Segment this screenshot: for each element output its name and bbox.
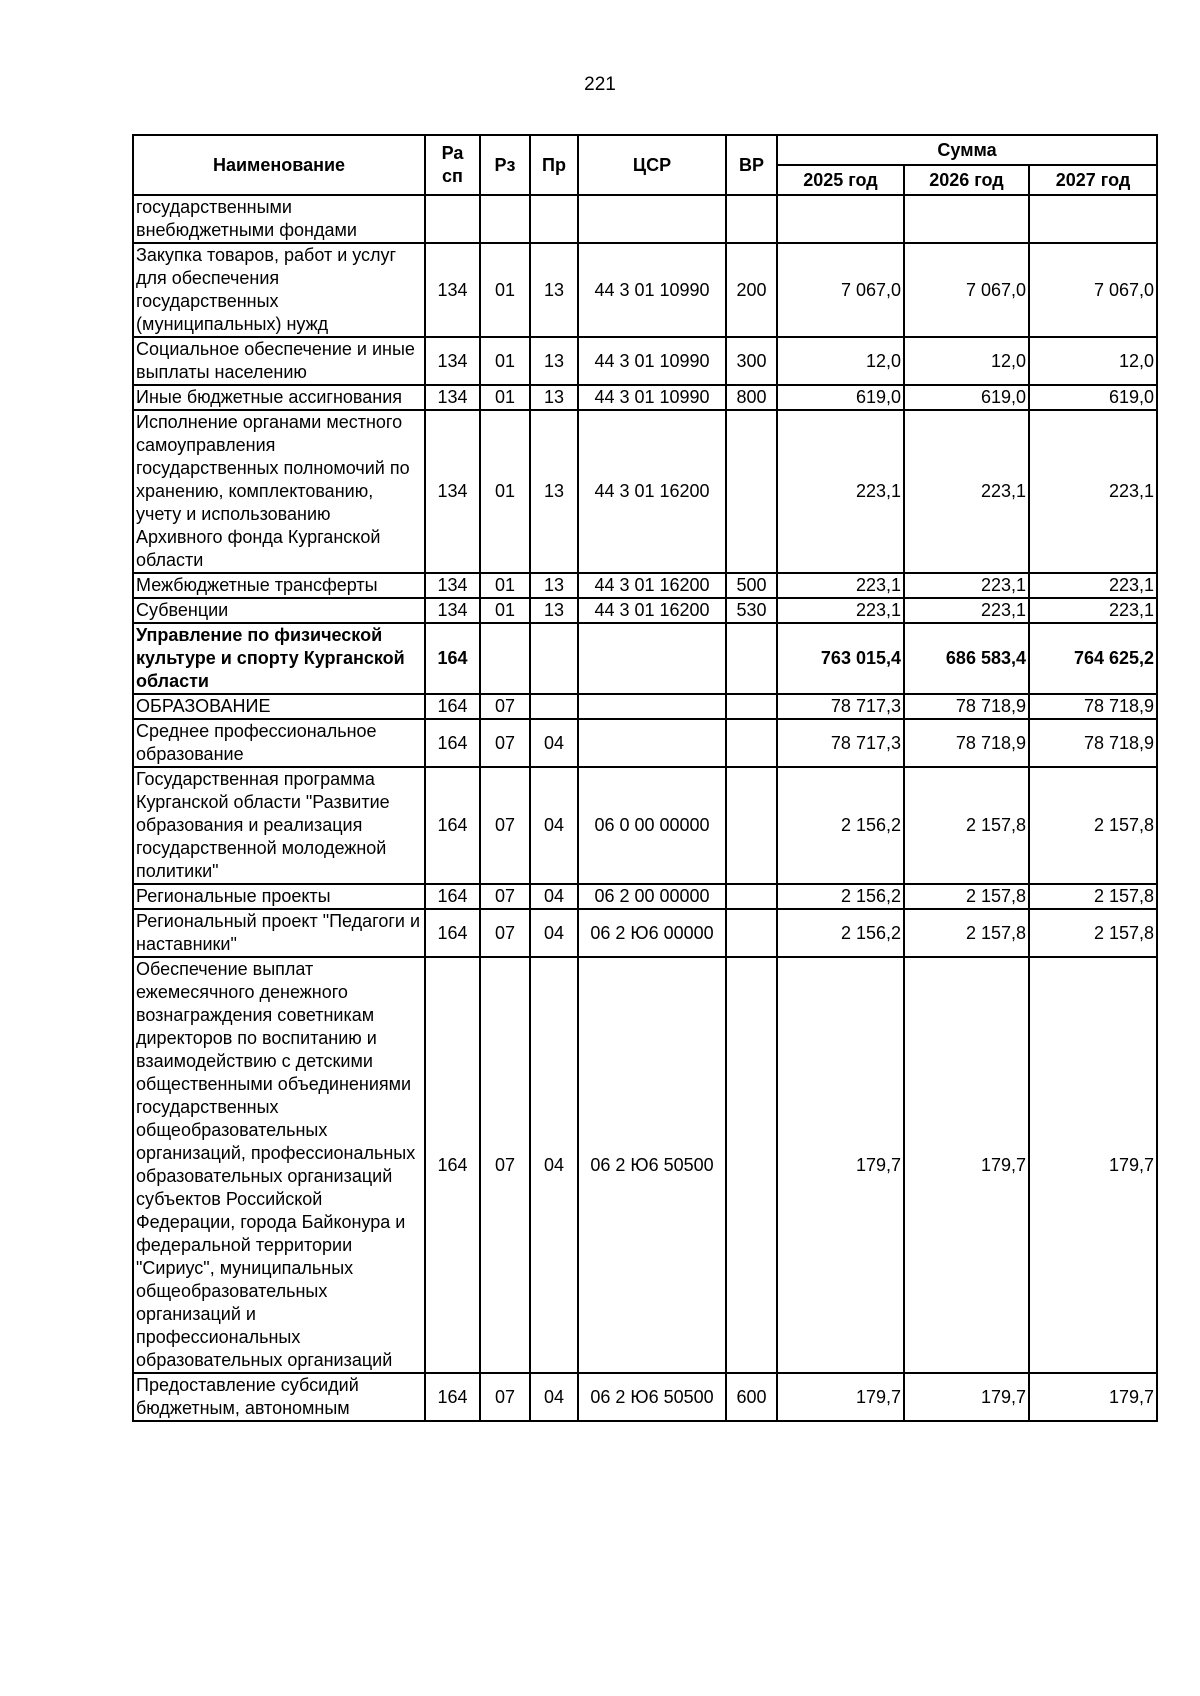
row-csr: 06 2 Ю6 50500 xyxy=(578,1373,726,1421)
row-2025: 179,7 xyxy=(777,957,904,1373)
row-2025: 619,0 xyxy=(777,385,904,410)
row-2027: 179,7 xyxy=(1029,957,1157,1373)
row-rz: 07 xyxy=(480,719,530,767)
row-2026: 2 157,8 xyxy=(904,884,1029,909)
row-name: государственными внебюджетными фондами xyxy=(133,195,425,243)
row-vr: 530 xyxy=(726,598,777,623)
row-2025: 2 156,2 xyxy=(777,767,904,884)
row-2025: 2 156,2 xyxy=(777,884,904,909)
row-2027: 78 718,9 xyxy=(1029,719,1157,767)
header-2027: 2027 год xyxy=(1029,165,1157,195)
row-name: Среднее профессиональное образование xyxy=(133,719,425,767)
row-2026: 12,0 xyxy=(904,337,1029,385)
table-row xyxy=(133,598,1157,623)
header-csr: ЦСР xyxy=(578,135,726,195)
row-csr: 44 3 01 10990 xyxy=(578,243,726,337)
row-rasp: 164 xyxy=(425,767,480,884)
table-row xyxy=(133,909,1157,957)
table-row xyxy=(133,884,1157,909)
row-name: Субвенции xyxy=(133,598,425,623)
row-rasp: 164 xyxy=(425,957,480,1373)
row-name: Обеспечение выплат ежемесячного денежного вознаграждения советникам директоров по воспитанию и взаимодействию с детскими общественными объединениями государственных общеобразовательных организаций, профессиональных образовательных организаций субъектов Российской Федерации, города Байконура и федеральной территории "Сириус", муниципальных общеобразовательных организаций и профессиональных образовательных организаций xyxy=(133,957,425,1373)
row-pr xyxy=(530,195,578,243)
header-pr: Пр xyxy=(530,135,578,195)
row-2025: 763 015,4 xyxy=(777,623,904,694)
row-rasp: 164 xyxy=(425,909,480,957)
row-rz: 01 xyxy=(480,573,530,598)
row-name: Региональные проекты xyxy=(133,884,425,909)
row-2027: 223,1 xyxy=(1029,573,1157,598)
table-row xyxy=(133,694,1157,719)
row-rz: 07 xyxy=(480,957,530,1373)
header-name: Наименование xyxy=(133,135,425,195)
row-2025: 223,1 xyxy=(777,598,904,623)
row-csr: 44 3 01 10990 xyxy=(578,337,726,385)
row-2026: 78 718,9 xyxy=(904,694,1029,719)
row-name: Исполнение органами местного самоуправления государственных полномочий по хранению, комплектованию, учету и использованию Архивного фонда Курганской области xyxy=(133,410,425,573)
row-pr: 13 xyxy=(530,337,578,385)
row-vr xyxy=(726,694,777,719)
row-pr: 04 xyxy=(530,767,578,884)
row-rz: 07 xyxy=(480,694,530,719)
page-number: 221 xyxy=(584,74,616,95)
row-vr xyxy=(726,957,777,1373)
row-rz: 01 xyxy=(480,410,530,573)
row-2026: 2 157,8 xyxy=(904,767,1029,884)
row-csr: 44 3 01 10990 xyxy=(578,385,726,410)
row-2025: 2 156,2 xyxy=(777,909,904,957)
row-rasp: 134 xyxy=(425,243,480,337)
row-2027: 78 718,9 xyxy=(1029,694,1157,719)
row-2026: 686 583,4 xyxy=(904,623,1029,694)
row-2027: 2 157,8 xyxy=(1029,884,1157,909)
row-vr: 500 xyxy=(726,573,777,598)
row-pr xyxy=(530,623,578,694)
row-vr xyxy=(726,195,777,243)
row-csr: 06 2 Ю6 50500 xyxy=(578,957,726,1373)
table-header xyxy=(133,135,1157,195)
row-name: ОБРАЗОВАНИЕ xyxy=(133,694,425,719)
row-rz: 01 xyxy=(480,385,530,410)
row-2027: 179,7 xyxy=(1029,1373,1157,1421)
row-name: Управление по физической культуре и спорту Курганской области xyxy=(133,623,425,694)
row-pr: 13 xyxy=(530,243,578,337)
row-name: Межбюджетные трансферты xyxy=(133,573,425,598)
row-rasp: 164 xyxy=(425,1373,480,1421)
header-vr: ВР xyxy=(726,135,777,195)
table-row xyxy=(133,385,1157,410)
row-rz xyxy=(480,623,530,694)
row-2025: 78 717,3 xyxy=(777,719,904,767)
row-rz: 07 xyxy=(480,767,530,884)
table-row xyxy=(133,195,1157,243)
row-2025: 7 067,0 xyxy=(777,243,904,337)
row-2025: 12,0 xyxy=(777,337,904,385)
row-vr: 800 xyxy=(726,385,777,410)
row-rz: 07 xyxy=(480,884,530,909)
row-rasp: 134 xyxy=(425,385,480,410)
row-rasp: 134 xyxy=(425,410,480,573)
table-row xyxy=(133,719,1157,767)
row-2026: 179,7 xyxy=(904,957,1029,1373)
row-csr xyxy=(578,719,726,767)
row-2026: 7 067,0 xyxy=(904,243,1029,337)
row-2027: 12,0 xyxy=(1029,337,1157,385)
table-row xyxy=(133,410,1157,573)
row-2026: 223,1 xyxy=(904,573,1029,598)
row-vr xyxy=(726,719,777,767)
row-rasp: 164 xyxy=(425,694,480,719)
table-body xyxy=(133,195,1157,1421)
row-rasp: 134 xyxy=(425,337,480,385)
row-2027 xyxy=(1029,195,1157,243)
header-rz: Рз xyxy=(480,135,530,195)
row-vr: 600 xyxy=(726,1373,777,1421)
row-pr: 13 xyxy=(530,385,578,410)
row-2027: 764 625,2 xyxy=(1029,623,1157,694)
row-vr: 200 xyxy=(726,243,777,337)
row-csr: 06 2 00 00000 xyxy=(578,884,726,909)
row-vr: 300 xyxy=(726,337,777,385)
header-rasp xyxy=(425,135,480,195)
row-rz: 01 xyxy=(480,337,530,385)
row-2026: 2 157,8 xyxy=(904,909,1029,957)
row-csr: 44 3 01 16200 xyxy=(578,410,726,573)
row-2025: 223,1 xyxy=(777,410,904,573)
row-name: Закупка товаров, работ и услуг для обеспечения государственных (муниципальных) нужд xyxy=(133,243,425,337)
row-pr: 13 xyxy=(530,598,578,623)
table-row xyxy=(133,243,1157,337)
row-2026 xyxy=(904,195,1029,243)
header-rasp-line1: Ра xyxy=(441,143,464,163)
table-row xyxy=(133,767,1157,884)
row-2025: 223,1 xyxy=(777,573,904,598)
row-rz: 01 xyxy=(480,598,530,623)
row-rz: 01 xyxy=(480,243,530,337)
row-2025: 78 717,3 xyxy=(777,694,904,719)
row-rasp: 134 xyxy=(425,598,480,623)
row-csr: 06 2 Ю6 00000 xyxy=(578,909,726,957)
row-2025 xyxy=(777,195,904,243)
row-pr: 13 xyxy=(530,410,578,573)
table-row xyxy=(133,623,1157,694)
table-row xyxy=(133,1373,1157,1421)
row-2026: 223,1 xyxy=(904,410,1029,573)
row-2027: 7 067,0 xyxy=(1029,243,1157,337)
row-2026: 78 718,9 xyxy=(904,719,1029,767)
row-rasp: 134 xyxy=(425,573,480,598)
row-2025: 179,7 xyxy=(777,1373,904,1421)
row-name: Государственная программа Курганской области "Развитие образования и реализация государственной молодежной политики" xyxy=(133,767,425,884)
row-pr: 04 xyxy=(530,909,578,957)
row-rz: 07 xyxy=(480,1373,530,1421)
row-csr xyxy=(578,694,726,719)
row-vr xyxy=(726,884,777,909)
row-csr xyxy=(578,623,726,694)
row-vr xyxy=(726,410,777,573)
row-csr: 44 3 01 16200 xyxy=(578,598,726,623)
header-sum: Сумма xyxy=(777,135,1157,165)
row-2027: 2 157,8 xyxy=(1029,909,1157,957)
row-vr xyxy=(726,909,777,957)
row-rasp: 164 xyxy=(425,719,480,767)
row-pr: 13 xyxy=(530,573,578,598)
row-rz xyxy=(480,195,530,243)
row-2027: 619,0 xyxy=(1029,385,1157,410)
budget-table xyxy=(132,134,1158,1422)
row-csr: 44 3 01 16200 xyxy=(578,573,726,598)
row-pr: 04 xyxy=(530,884,578,909)
row-2026: 619,0 xyxy=(904,385,1029,410)
table-row xyxy=(133,957,1157,1373)
row-rasp: 164 xyxy=(425,884,480,909)
row-csr: 06 0 00 00000 xyxy=(578,767,726,884)
row-vr xyxy=(726,623,777,694)
row-name: Региональный проект "Педагоги и наставники" xyxy=(133,909,425,957)
row-2027: 223,1 xyxy=(1029,598,1157,623)
row-name: Иные бюджетные ассигнования xyxy=(133,385,425,410)
row-name: Социальное обеспечение и иные выплаты населению xyxy=(133,337,425,385)
row-csr xyxy=(578,195,726,243)
table-row xyxy=(133,573,1157,598)
row-pr: 04 xyxy=(530,719,578,767)
row-rasp xyxy=(425,195,480,243)
header-rasp-line2: сп xyxy=(442,166,463,186)
row-rz: 07 xyxy=(480,909,530,957)
row-pr: 04 xyxy=(530,957,578,1373)
row-2027: 2 157,8 xyxy=(1029,767,1157,884)
row-pr xyxy=(530,694,578,719)
row-2027: 223,1 xyxy=(1029,410,1157,573)
row-2026: 223,1 xyxy=(904,598,1029,623)
row-vr xyxy=(726,767,777,884)
row-rasp: 164 xyxy=(425,623,480,694)
header-2026: 2026 год xyxy=(904,165,1029,195)
row-pr: 04 xyxy=(530,1373,578,1421)
table-row xyxy=(133,337,1157,385)
row-name: Предоставление субсидий бюджетным, автономным xyxy=(133,1373,425,1421)
row-2026: 179,7 xyxy=(904,1373,1029,1421)
header-2025: 2025 год xyxy=(777,165,904,195)
